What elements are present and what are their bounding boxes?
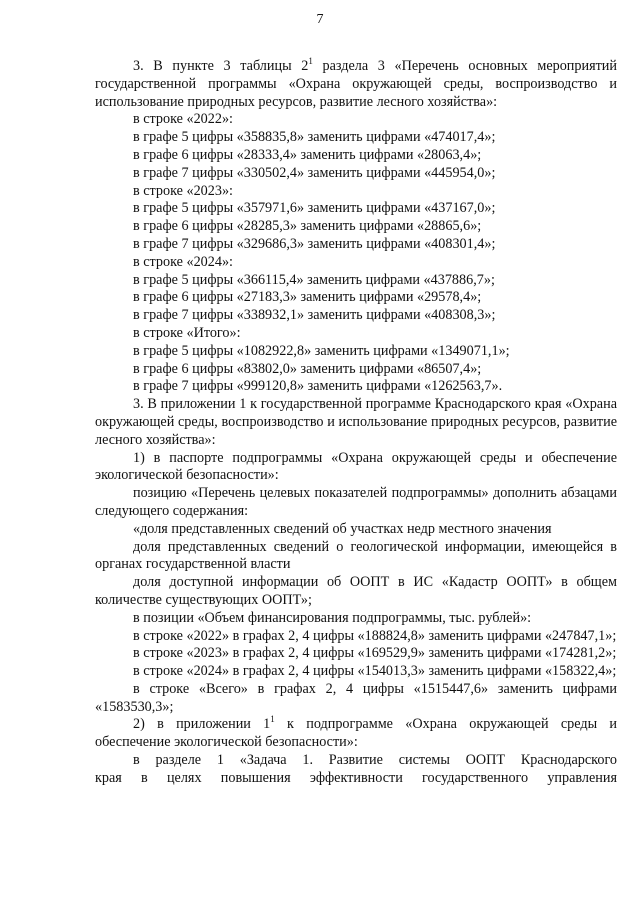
list-item: в графе 6 цифры «28333,4» заменить цифрами «28063,4»; bbox=[133, 146, 482, 163]
document-body bbox=[95, 58, 617, 788]
paragraph: «доля представленных сведений об участках недр местного значения bbox=[133, 520, 552, 537]
paragraph: в позиции «Объем финансирования подпрограммы, тыс. рублей»: bbox=[133, 609, 532, 626]
paragraph: в строке «2022» в графах 2, 4 цифры «188824,8» заменить цифрами «247847,1»; bbox=[133, 627, 617, 644]
paragraph: в строке «2024» в графах 2, 4 цифры «154013,3» заменить цифрами «158322,4»; bbox=[133, 663, 617, 680]
paragraph-text: раздела 3 «Перечень основных мероприятий государственной программы «Охрана окружающей среды, воспроизводство и использование природных ресурсов, развитие лесного хозяйства»: bbox=[95, 58, 617, 110]
paragraph-appendix bbox=[95, 716, 617, 752]
paragraph-line: края в целях повышения эффективности государственного управления bbox=[95, 769, 617, 786]
paragraph: доля доступной информации об ООПТ в ИС «Кадастр ООПТ» в общем количестве существующих ООПТ»; bbox=[95, 574, 617, 608]
list-item: в графе 7 цифры «330502,4» заменить цифрами «445954,0»; bbox=[133, 164, 496, 181]
paragraph-text: к подпрограмме «Охрана окружающей среды и обеспечение экологической безопасности»: bbox=[95, 716, 617, 751]
list-item: в графе 6 цифры «83802,0» заменить цифрами «86507,4»; bbox=[133, 360, 482, 377]
list-item: в строке «2024»: bbox=[133, 253, 233, 270]
list-item: в графе 7 цифры «999120,8» заменить цифрами «1262563,7». bbox=[133, 378, 503, 395]
paragraph: в строке «2023» в графах 2, 4 цифры «169529,9» заменить цифрами «174281,2»; bbox=[133, 645, 617, 662]
list-item: в графе 5 цифры «357971,6» заменить цифрами «437167,0»; bbox=[133, 200, 496, 217]
list-item: в строке «Итого»: bbox=[133, 324, 241, 341]
list-item: в графе 5 цифры «366115,4» заменить цифрами «437886,7»; bbox=[133, 271, 495, 288]
list-item: в графе 6 цифры «27183,3» заменить цифрами «29578,4»; bbox=[133, 289, 482, 306]
paragraph-table-changes bbox=[95, 58, 617, 111]
paragraph: доля представленных сведений о геологической информации, имеющейся в органах государственной власти bbox=[95, 538, 617, 573]
list-item: в графе 6 цифры «28285,3» заменить цифрами «28865,6»; bbox=[133, 218, 482, 235]
paragraph-line: в разделе 1 «Задача 1. Развитие системы ООПТ Краснодарского bbox=[133, 752, 617, 769]
paragraph: позицию «Перечень целевых показателей подпрограммы» дополнить абзацами следующего содержания: bbox=[95, 485, 617, 519]
list-item: в графе 7 цифры «329686,3» заменить цифрами «408301,4»; bbox=[133, 235, 496, 252]
paragraph: в строке «Всего» в графах 2, 4 цифры «1515447,6» заменить цифрами «1583530,3»; bbox=[95, 680, 617, 715]
list-item: в графе 7 цифры «338932,1» заменить цифрами «408308,3»; bbox=[133, 307, 496, 324]
paragraph: 3. В приложении 1 к государственной программе Краснодарского края «Охрана окружающей среды, воспроизводство и использование природных ресурсов, развитие лесного хозяйства»: bbox=[95, 396, 617, 448]
superscript: 1 bbox=[270, 714, 275, 725]
page-number: 7 bbox=[316, 12, 324, 27]
list-item: в графе 5 цифры «358835,8» заменить цифрами «474017,4»; bbox=[133, 129, 496, 146]
paragraph-text: 2) в приложении 1 bbox=[133, 716, 271, 733]
list-item: в графе 5 цифры «1082922,8» заменить цифрами «1349071,1»; bbox=[133, 342, 510, 359]
list-item: в строке «2023»: bbox=[133, 182, 233, 199]
superscript: 1 bbox=[308, 56, 313, 66]
paragraph: 1) в паспорте подпрограммы «Охрана окружающей среды и обеспечение экологической безопасности»: bbox=[95, 449, 617, 484]
paragraph-text: 3. В пункте 3 таблицы 2 bbox=[133, 58, 309, 74]
list-item: в строке «2022»: bbox=[133, 111, 233, 128]
